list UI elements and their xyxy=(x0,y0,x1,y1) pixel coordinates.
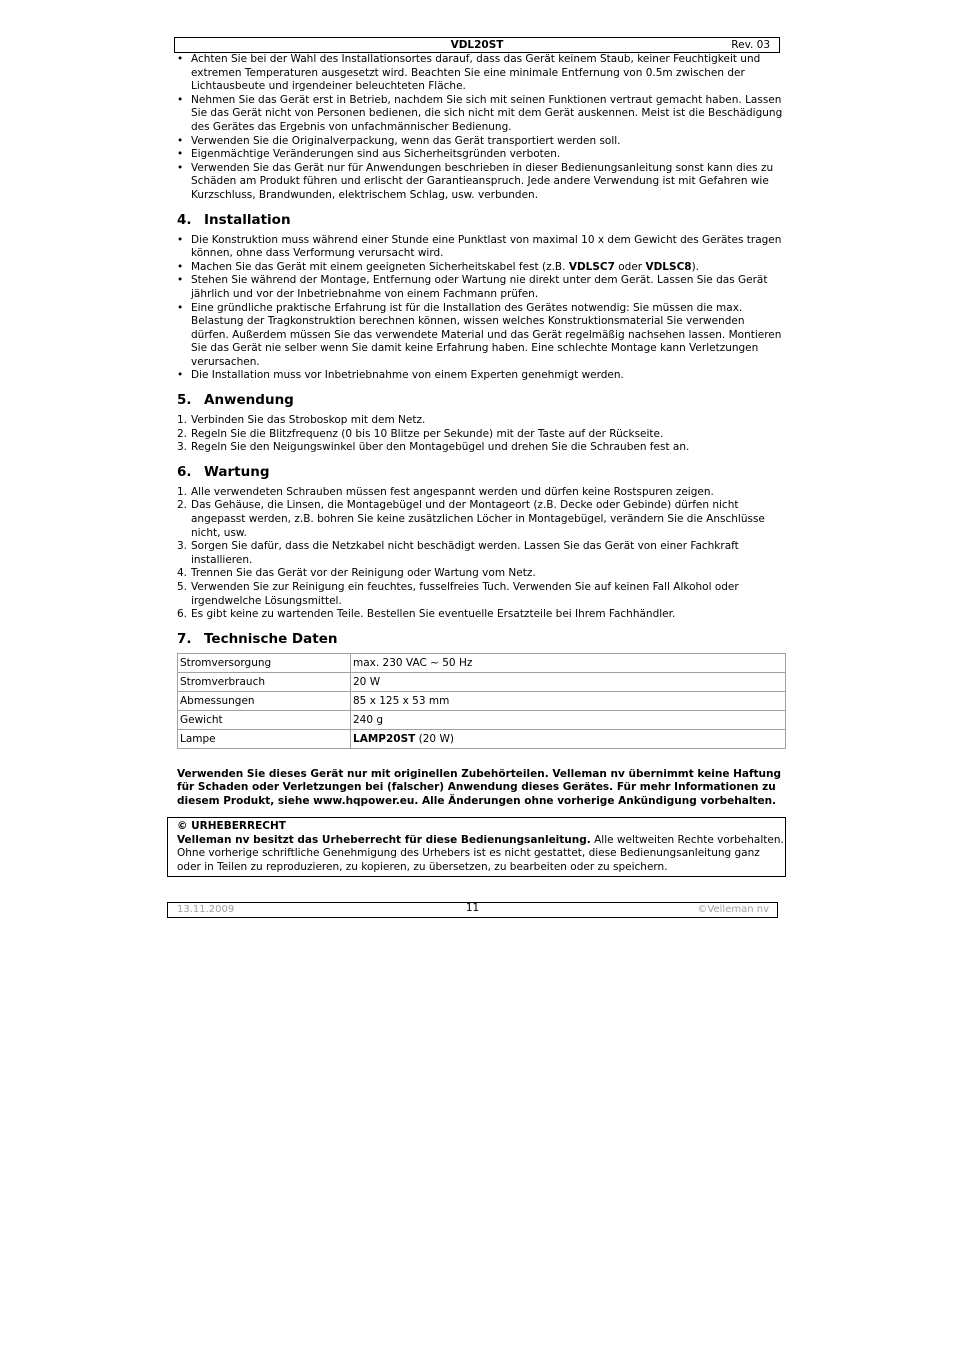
list-item xyxy=(177,567,785,581)
model-name: VDL20ST xyxy=(450,39,504,51)
page-footer xyxy=(167,902,778,918)
step-text: Es gibt keine zu wartenden Teile. Bestellen Sie eventuelle Ersatzteile bei Ihrem Fachhändler. xyxy=(191,608,676,621)
step-number: 1. xyxy=(177,485,188,498)
section-title: Installation xyxy=(204,211,291,228)
section-number: 7. xyxy=(177,630,192,647)
step-text: Regeln Sie die Blitzfrequenz (0 bis 10 Blitze per Sekunde) mit der Taste auf der Rückseite. xyxy=(191,427,664,440)
list-item xyxy=(177,581,785,608)
copyright-box xyxy=(167,817,786,877)
list-item: • Stehen Sie während der Montage, Entfernung oder Wartung nie direkt unter dem Gerät. Lassen Sie das Gerät jährlich und vor der Inbetriebnahme von einem Fachmann prüfen. xyxy=(177,274,785,301)
list-item xyxy=(177,261,785,275)
revision-label: Rev. 03 xyxy=(731,39,770,51)
spec-label: Lampe xyxy=(178,729,351,748)
step-number: 2. xyxy=(177,427,188,440)
spec-label: Stromversorgung xyxy=(178,653,351,672)
step-text: Trennen Sie das Gerät vor der Reinigung oder Wartung vom Netz. xyxy=(191,567,536,580)
spec-label: Abmessungen xyxy=(178,691,351,710)
step-number: 1. xyxy=(177,414,188,427)
footer-company: ©Velleman nv xyxy=(697,904,769,915)
spec-value: 240 g xyxy=(351,710,786,729)
section-heading-anwendung xyxy=(177,392,785,408)
step-number: 6. xyxy=(177,608,188,621)
installation-bullet-list xyxy=(177,234,785,384)
section-heading-technische-daten xyxy=(177,631,785,647)
anwendung-steps xyxy=(177,414,785,455)
list-item: • Achten Sie bei der Wahl des Installationsortes darauf, dass das Gerät keinem Staub, keiner Feuchtigkeit und extremen Temperaturen ausgesetzt wird. Beachten Sie eine minimale Entfernung von 0.5m zwischen der Lichtausbeute und irgendeiner beleuchteten Fläche. xyxy=(177,53,785,94)
specs-table xyxy=(177,653,786,749)
spec-value: 20 W xyxy=(351,672,786,691)
safety-bullet-list xyxy=(177,53,785,203)
spec-value: max. 230 VAC ~ 50 Hz xyxy=(351,653,786,672)
table-row xyxy=(178,710,786,729)
copyright-title: © URHEBERRECHT xyxy=(177,820,286,832)
section-title: Wartung xyxy=(204,463,270,480)
lamp-power: (20 W) xyxy=(415,732,454,745)
wartung-steps xyxy=(177,486,785,622)
list-item xyxy=(177,414,785,428)
product-code: VDLSC8 xyxy=(645,260,692,273)
step-text: Verwenden Sie zur Reinigung ein feuchtes, fusselfreies Tuch. Verwenden Sie auf keinen Fall Alkohol oder irgendwelche Lösungsmittel. xyxy=(191,581,739,607)
copyright-body: Alle weltweiten Rechte vorbehalten. Ohne vorherige schriftliche Genehmigung des Urhebers ist es nicht gestattet, diese Bedienungsanleitung ganz oder in Teilen zu reproduzieren, zu kopieren, zu übersetzen, zu bearbeiten oder zu speichern. xyxy=(177,833,784,873)
step-number: 3. xyxy=(177,441,188,454)
table-row xyxy=(178,691,786,710)
footer-date: 13.11.2009 xyxy=(177,904,235,915)
list-item xyxy=(177,428,785,442)
list-item: • Die Konstruktion muss während einer Stunde eine Punktlast von maximal 10 x dem Gewicht des Gerätes tragen können, ohne dass Verformung verursacht wird. xyxy=(177,234,785,261)
usage-notice: Verwenden Sie dieses Gerät nur mit originellen Zubehörteilen. Velleman nv übernimmt keine Haftung für Schaden oder Verletzungen bei (falscher) Anwendung dieses Gerätes. Für mehr Informationen zu diesem Produkt, siehe www.hqpower.eu. Alle Änderungen ohne vorherige Ankündigung vorbehalten. xyxy=(177,767,782,807)
lamp-code: LAMP20ST xyxy=(353,732,416,745)
section-number: 4. xyxy=(177,211,192,228)
spec-label: Stromverbrauch xyxy=(178,672,351,691)
list-item xyxy=(177,540,785,567)
text-run: oder xyxy=(614,260,646,273)
list-item: • Nehmen Sie das Gerät erst in Betrieb, nachdem Sie sich mit seinen Funktionen vertraut gemacht haben. Lassen Sie das Gerät nicht von Personen bedienen, die sich nicht mit dem Gerät auskennen. Meist ist die Beschädigung des Gerätes das Ergebnis von unfachmännischer Bedienung. xyxy=(177,94,785,135)
copyright-lead: Velleman nv besitzt das Urheberrecht für diese Bedienungsanleitung. xyxy=(177,833,591,846)
text-run: ). xyxy=(691,260,700,273)
list-item: • Eine gründliche praktische Erfahrung ist für die Installation des Gerätes notwendig: Sie müssen die max. Belastung der Tragkonstruktion berechnen können, wissen welches Konstruktionsmaterial Sie verwenden dürfen. Außerdem müssen Sie das verwendete Material und das Gerät regelmäßig nachsehen lassen. Montieren Sie das Gerät nie selber wenn Sie damit keine Erfahrung haben. Eine schlechte Montage kann Verletzungen verursachen. xyxy=(177,302,785,370)
step-text: Sorgen Sie dafür, dass die Netzkabel nicht beschädigt werden. Lassen Sie das Gerät von einer Fachkraft installieren. xyxy=(191,540,739,566)
copyright-text xyxy=(177,834,785,875)
step-number: 3. xyxy=(177,540,188,553)
list-item xyxy=(177,486,785,500)
section-title: Technische Daten xyxy=(204,630,338,647)
section-heading-installation xyxy=(177,212,785,228)
step-text: Verbinden Sie das Stroboskop mit dem Netz. xyxy=(191,414,426,427)
table-row xyxy=(178,653,786,672)
section-title: Anwendung xyxy=(204,392,294,409)
step-text: Das Gehäuse, die Linsen, die Montagebügel und der Montageort (z.B. Decke oder Gebinde) dürfen nicht angepasst werden, z.B. bohren Sie keine zusätzlichen Löcher in Montagebügel, verändern Sie die Anschlüsse nicht, usw. xyxy=(191,499,765,539)
page-number: 11 xyxy=(465,902,480,914)
step-text: Regeln Sie den Neigungswinkel über den Montagebügel und drehen Sie die Schrauben fest an. xyxy=(191,441,690,454)
spec-label: Gewicht xyxy=(178,710,351,729)
spec-value: 85 x 125 x 53 mm xyxy=(351,691,786,710)
list-item xyxy=(177,608,785,622)
table-row xyxy=(178,672,786,691)
spec-value xyxy=(351,729,786,748)
section-number: 5. xyxy=(177,392,192,409)
list-item: • Verwenden Sie das Gerät nur für Anwendungen beschrieben in dieser Bedienungsanleitung sonst kann dies zu Schäden am Produkt führen und erlischt der Garantieanspruch. Jede andere Verwendung ist mit Gefahren wie Kurzschluss, Brandwunden, elektrischem Schlag, usw. verbunden. xyxy=(177,162,785,203)
list-item xyxy=(177,441,785,455)
list-item: • Verwenden Sie die Originalverpackung, wenn das Gerät transportiert werden soll. xyxy=(177,135,785,149)
list-item xyxy=(177,499,785,540)
table-row xyxy=(178,729,786,748)
list-item: • Die Installation muss vor Inbetriebnahme von einem Experten genehmigt werden. xyxy=(177,369,785,383)
step-number: 2. xyxy=(177,499,188,512)
step-number: 4. xyxy=(177,567,188,580)
step-number: 5. xyxy=(177,581,188,593)
page-header xyxy=(174,37,780,53)
list-item: • Eigenmächtige Veränderungen sind aus Sicherheitsgründen verboten. xyxy=(177,148,785,162)
product-code: VDLSC7 xyxy=(568,260,615,273)
text-run: Machen Sie das Gerät mit einem geeigneten Sicherheitskabel fest (z.B. xyxy=(191,260,569,273)
step-text: Alle verwendeten Schrauben müssen fest angespannt werden und dürfen keine Rostspuren zeigen. xyxy=(191,485,714,498)
section-number: 6. xyxy=(177,463,192,480)
document-body xyxy=(177,53,785,809)
section-heading-wartung xyxy=(177,464,785,480)
